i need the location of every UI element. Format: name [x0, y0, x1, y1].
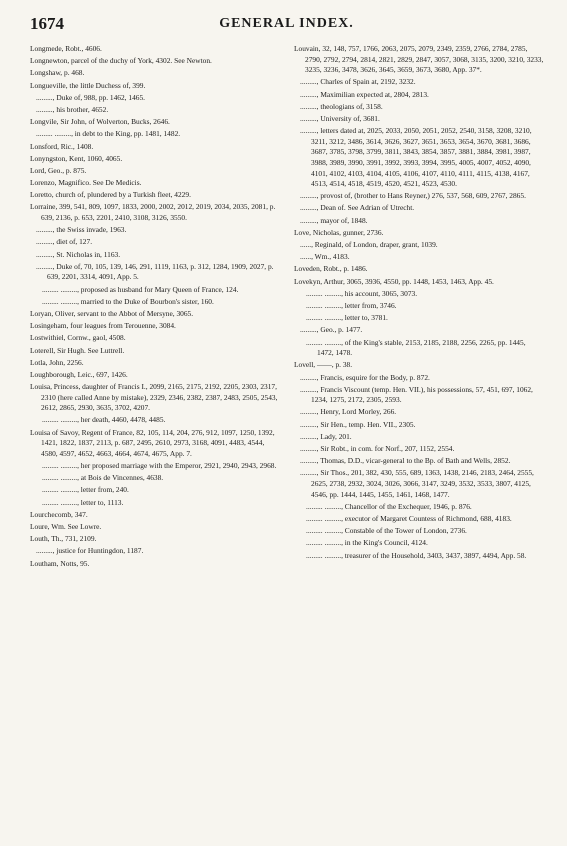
index-entry: ........., Duke of, 70, 105, 139, 146, 291, 1119, 1163, p. 312, 1284, 1909, 2027, p. 639, 2201, 3314, 4091, App. 5.: [36, 261, 274, 282]
index-entry: Louth, Th., 731, 2109.: [30, 534, 97, 544]
page-number: 1674: [30, 14, 64, 33]
index-entry: Lonyngston, Kent, 1060, 4065.: [30, 153, 123, 163]
index-entry: Longvile, Sir John, of Wolverton, Bucks, 2646.: [30, 117, 170, 127]
index-entry: Lonsford, Ric., 1408.: [30, 141, 94, 151]
index-entry: ......... ........., married to the Duke of Bourbon's sister, 160.: [42, 296, 214, 306]
index-entry: ........., Francis, esquire for the Body, p. 872.: [300, 372, 430, 382]
index-entry: ........., theologians of, 3158.: [300, 101, 383, 111]
index-entry: Loryan, Oliver, servant to the Abbot of Mersyne, 3065.: [30, 308, 194, 318]
index-entry: Losingeham, four leagues from Terouenne, 3084.: [30, 321, 176, 331]
index-entry: ......... ........., executor of Margaret Countess of Richmond, 688, 4183.: [306, 513, 512, 523]
index-entry: ......... ........., of the King's stable, 2153, 2185, 2188, 2256, 2265, pp. 1445, 1472, 1478.: [306, 337, 526, 358]
index-entry: ......... ........., treasurer of the Household, 3403, 3437, 3897, 4494, App. 58.: [306, 550, 527, 560]
index-entry: ......, Wm., 4183.: [300, 252, 350, 262]
index-entry: Lorenzo, Magnifico. See De Medicis.: [30, 178, 142, 188]
index-entry: ......, Reginald, of London, draper, grant, 1039.: [300, 240, 438, 250]
index-entry: ........., Dean of. See Adrian of Utrecht.: [300, 203, 415, 213]
index-entry: ......... ........., in the King's Council, 4124.: [306, 538, 428, 548]
index-entry: Louvain, 32, 148, 757, 1766, 2063, 2075, 2079, 2349, 2359, 2766, 2784, 2785, 2790, 2792, 2794, 2814, 2821, 2829, 2847, 3057, 3068, 3135, 3200, 3210, 3233, 3235, 3236, 3478, 3626, 3645, 3659, 3673, 3680, App. 37*.: [294, 44, 544, 75]
index-entry: Longshaw, p. 468.: [30, 68, 85, 78]
index-column-right: [294, 44, 544, 563]
index-entry: ........., Lady, 201.: [300, 431, 352, 441]
index-entry: Lorraine, 399, 541, 809, 1097, 1833, 2000, 2002, 2012, 2019, 2034, 2035, 2081, p. 639, 2136, p. 653, 2201, 2410, 3108, 3126, 3550.: [30, 202, 276, 223]
index-entry: Lovell, ——, p. 38.: [294, 360, 353, 370]
index-entry: ........., the Swiss invade, 1963.: [36, 225, 127, 235]
index-entry: Lotla, John, 2256.: [30, 357, 84, 367]
index-entry: Loterell, Sir Hugh. See Luttrell.: [30, 345, 125, 355]
index-entry: ........., diet of, 127.: [36, 237, 93, 247]
index-entry: ......... ........., Constable of the Tower of London, 2736.: [306, 526, 467, 536]
index-entry: Love, Nicholas, gunner, 2736.: [294, 227, 384, 237]
index-entry: ........., letters dated at, 2025, 2033, 2050, 2051, 2052, 2540, 3158, 3208, 3210, 3211, 3212, 3486, 3614, 3626, 3627, 3651, 3653, 3654, 3670, 3681, 3686, 3687, 3785, 3798, 3799, 3811, 3843, 3854, 3857, 3881, 3884, 3981, 3987, 3988, 3989, 3990, 3991, 3992, 3993, 3994, 3995, 4005, 4007, 4052, 4090, 4101, 4102, 4103, 4104, 4105, 4106, 4107, 4110, 4111, 4115, 4138, 4167, 4513, 4514, 4518, 4519, 4520, 4521, 4523, 4530.: [300, 126, 532, 189]
index-entry: Longueville, the little Duchess of, 399.: [30, 80, 146, 90]
index-entry: ........., St. Nicholas in, 1163.: [36, 249, 121, 259]
index-entry: ........., Maximilian expected at, 2804, 2813.: [300, 89, 429, 99]
index-entry: ........., mayor of, 1848.: [300, 215, 368, 225]
index-column-left: [30, 44, 282, 571]
index-entry: ........., justice for Huntingdon, 1187.: [36, 546, 144, 556]
index-entry: Loretto, church of, plundered by a Turkish fleet, 4229.: [30, 190, 191, 200]
index-entry: Loutham, Notts, 95.: [30, 558, 90, 568]
index-entry: ........., Henry, Lord Morley, 266.: [300, 407, 397, 417]
index-entry: Louisa of Savoy, Regent of France, 82, 105, 114, 204, 276, 912, 1097, 1250, 1392, 1421, 1822, 1837, 2113, p. 687, 2495, 2610, 2973, 3168, 4091, 4483, 4544, 4580, 4597, 4652, 4663, 4664, 4674, 4675, App. 7.: [30, 427, 275, 458]
index-entry: ........., Geo., p. 1477.: [300, 325, 363, 335]
index-entry: Longmede, Robt., 4606.: [30, 44, 102, 53]
index-entry: Longnewton, parcel of the duchy of York, 4302. See Newton.: [30, 56, 212, 66]
index-entry: ........., Thomas, D.D., vicar-general to the Bp. of Bath and Wells, 2852.: [300, 456, 511, 466]
index-entry: ........., Sir Hen., temp. Hen. VII., 2305.: [300, 419, 416, 429]
index-entry: Loure, Wm. See Lowre.: [30, 521, 102, 531]
index-entry: ......... ........., in debt to the King, pp. 1481, 1482.: [36, 129, 181, 139]
index-entry: ........., Sir Thos., 201, 382, 430, 555, 689, 1363, 1438, 2146, 2183, 2464, 2555, 2625, 2738, 2932, 3024, 3026, 3066, 3147, 3249, 3532, 3533, 3807, 4125, 4546, pp. 1444, 1445, 1455, 1461, 1468, 1477.: [300, 468, 534, 499]
index-entry: ........., provost of, (brother to Hans Reyner,) 276, 537, 568, 609, 2767, 2865.: [300, 191, 526, 201]
index-entry: ......... ........., her death, 4460, 4478, 4485.: [42, 415, 166, 425]
index-entry: ......... ........., letter to, 3781.: [306, 313, 388, 323]
index-entry: Lovekyn, Arthur, 3065, 3936, 4550, pp. 1448, 1453, 1463, App. 45.: [294, 276, 494, 286]
index-entry: ........., University of, 3681.: [300, 113, 380, 123]
index-entry: Loveden, Robt., p. 1486.: [294, 264, 368, 274]
index-entry: Louisa, Princess, daughter of Francis I., 2099, 2165, 2175, 2192, 2205, 2303, 2317, 2310 (here called Anne by mistake), 2329, 2346, 2382, 2387, 2483, 2505, 2543, 2612, 2865, 2930, 3635, 3702, 4207.: [30, 382, 278, 413]
index-entry: ......... ........., Chancellor of the Exchequer, 1946, p. 876.: [306, 501, 472, 511]
page-header: [30, 14, 543, 38]
index-entry: ......... ........., proposed as husband for Mary Queen of France, 124.: [42, 284, 239, 294]
index-entry: Loughborough, Leic., 697, 1426.: [30, 369, 128, 379]
index-entry: ........., Charles of Spain at, 2192, 3232.: [300, 77, 416, 87]
index-entry: ......... ........., letter to, 1113.: [42, 497, 124, 507]
index-entry: ........., his brother, 4652.: [36, 104, 109, 114]
index-entry: ......... ........., letter from, 3746.: [306, 300, 397, 310]
index-entry: Lostwithiel, Cornw., gaol, 4508.: [30, 333, 126, 343]
index-entry: ........., Sir Robt., in com. for Norf., 207, 1152, 2554.: [300, 444, 455, 454]
index-entry: ......... ........., her proposed marriage with the Emperor, 2921, 2940, 2943, 2968.: [42, 461, 277, 470]
index-entry: Lourchecomb, 347.: [30, 509, 88, 519]
index-entry: ......... ........., at Bois de Vincennes, 4638.: [42, 473, 164, 483]
index-entry: ........., Francis Viscount (temp. Hen. VII.), his possessions, 57, 451, 697, 1062, 1234, 1275, 2172, 2305, 2593.: [300, 384, 533, 405]
index-entry: ......... ........., his account, 3065, 3073.: [306, 288, 418, 298]
index-entry: ........., Duke of, 988, pp. 1462, 1465.: [36, 92, 146, 102]
index-entry: Lord, Geo., p. 875.: [30, 165, 87, 175]
page-title: GENERAL INDEX.: [219, 16, 354, 31]
index-entry: ......... ........., letter from, 240.: [42, 485, 129, 495]
